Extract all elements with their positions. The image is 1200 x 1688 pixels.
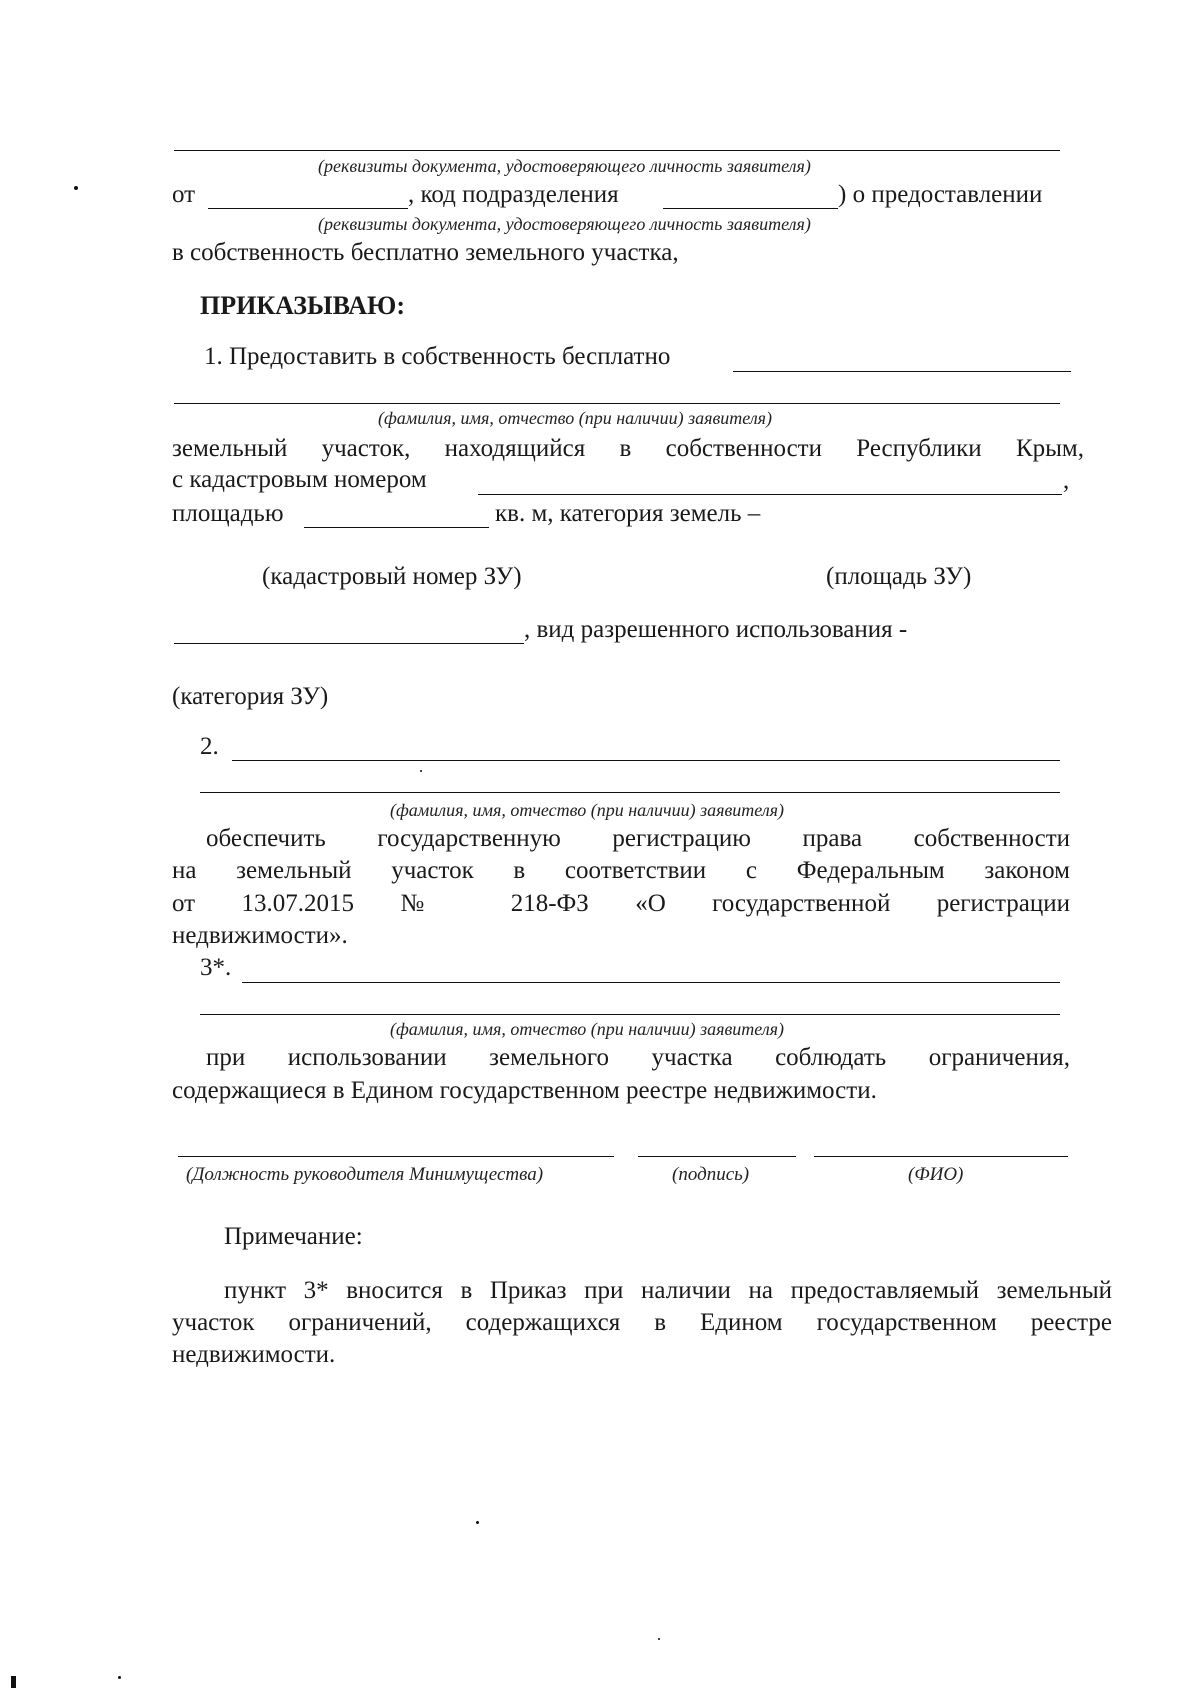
cadastral-comma: , [1063, 467, 1070, 494]
caption-applicant-name-1: (фамилия, имя, отчество (при наличии) заявителя) [378, 408, 773, 428]
item2-number: 2. [200, 733, 219, 760]
plot-line: земельный участок, находящийся в собственности Республики Крым, [172, 435, 1084, 462]
land-category-blank [174, 643, 524, 644]
area-suffix: кв. м, категория земель – [495, 500, 761, 527]
note-line-3: недвижимости. [172, 1341, 336, 1368]
position-signature-line [178, 1156, 614, 1157]
note-line-2: участок ограничений, содержащихся в Едином государственном реестре [172, 1309, 1112, 1336]
caption-area: (площадь ЗУ) [826, 563, 972, 590]
note-heading: Примечание: [224, 1223, 363, 1250]
caption-applicant-name-3: (фамилия, имя, отчество (при наличии) заявителя) [390, 1019, 785, 1039]
caption-signature: (подпись) [672, 1164, 750, 1185]
scan-speck [420, 770, 422, 772]
note-line-1: пункт 3* вносится в Приказ при наличии на предоставляемый земельный [224, 1277, 1112, 1304]
item2-line-1: обеспечить государственную регистрацию права собственности [206, 825, 1070, 852]
caption-identity-document-1: (реквизиты документа, удостоверяющего личность заявителя) [318, 156, 811, 176]
scan-speck [118, 1676, 121, 1679]
area-prefix: площадью [172, 500, 284, 527]
caption-full-name: (ФИО) [908, 1164, 964, 1185]
item3-number: 3*. [200, 954, 232, 981]
cadastral-prefix: с кадастровым номером [172, 466, 427, 493]
item2-line-3: от 13.07.2015 № 218-ФЗ «О государственной регистрации [172, 890, 1070, 917]
identity-document-line-1 [174, 150, 1060, 151]
item1-applicant-blank-1 [733, 371, 1071, 372]
from-prefix: от [172, 181, 196, 208]
scan-edge-mark [11, 1676, 16, 1688]
item1-lead: 1. Предоставить в собственность бесплатно [204, 343, 671, 370]
full-name-line [814, 1156, 1068, 1157]
scan-speck [658, 1638, 660, 1640]
order-heading: ПРИКАЗЫВАЮ: [200, 291, 405, 320]
item2-applicant-blank-2 [200, 792, 1060, 793]
item3-line-1: при использовании земельного участка соблюдать ограничения, [206, 1044, 1070, 1071]
division-code-label: , код подразделения [408, 181, 619, 208]
cadastral-number-blank [478, 494, 1062, 495]
item3-line-2: содержащиеся в Едином государственном реестре недвижимости. [172, 1077, 877, 1104]
caption-applicant-name-2: (фамилия, имя, отчество (при наличии) заявителя) [390, 800, 785, 820]
item2-line-2: на земельный участок в соответствии с Федеральным законом [172, 857, 1070, 884]
division-code-blank [663, 208, 838, 209]
item3-applicant-blank-2 [200, 1014, 1060, 1015]
item2-line-4: недвижимости». [172, 922, 348, 949]
caption-land-category: (категория ЗУ) [172, 683, 329, 710]
caption-identity-document-2: (реквизиты документа, удостоверяющего личность заявителя) [318, 214, 811, 234]
permitted-use-label: , вид разрешенного использования - [524, 616, 908, 643]
caption-position: (Должность руководителя Минимущества) [186, 1164, 544, 1185]
item2-applicant-blank-1 [232, 760, 1060, 761]
scan-speck [74, 186, 78, 190]
provision-text: ) о предоставлении [838, 181, 1043, 208]
ownership-line: в собственность бесплатно земельного участка, [172, 239, 679, 266]
identity-document-blank [208, 208, 408, 209]
signature-line [638, 1156, 796, 1157]
item1-applicant-blank-2 [174, 403, 1060, 404]
scan-speck [476, 1521, 479, 1524]
area-blank [304, 527, 489, 528]
item3-applicant-blank-1 [242, 982, 1060, 983]
caption-cadastral-number: (кадастровый номер ЗУ) [262, 563, 522, 590]
